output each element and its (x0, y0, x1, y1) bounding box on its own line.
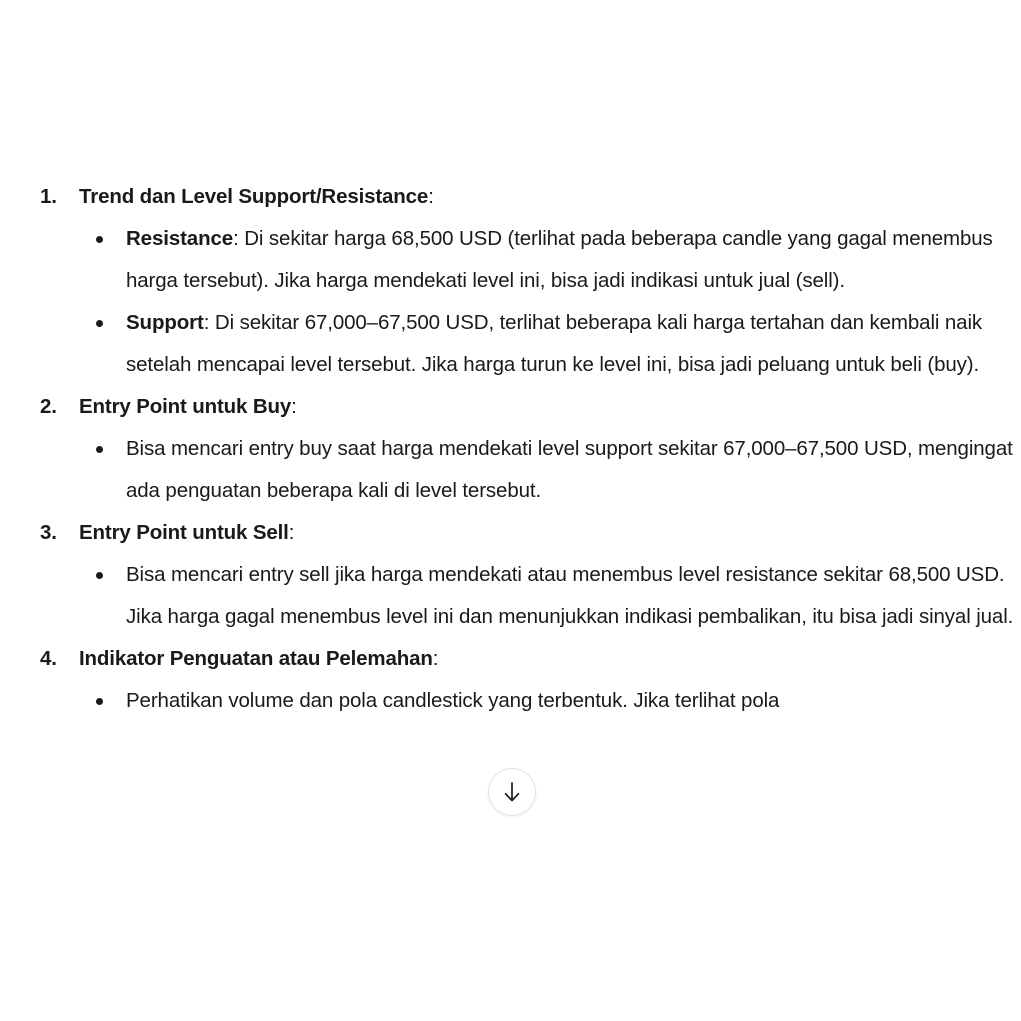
bullet-dot-icon (96, 554, 104, 596)
bullet-list (79, 428, 1021, 512)
list-item (0, 386, 1021, 512)
list-item (0, 176, 1021, 386)
list-item-heading-colon: : (291, 395, 297, 418)
list-item-marker: 2. (40, 395, 57, 418)
assistant-response-body (0, 176, 1021, 722)
bullet-item (79, 680, 1021, 722)
bullet-dot-icon (96, 302, 104, 344)
bullet-item (79, 428, 1021, 512)
list-item-heading-text: Trend dan Level Support/Resistance (79, 185, 429, 208)
bullet-lead-separator: : (233, 227, 245, 250)
bullet-text: Di sekitar harga 68,500 USD (terlihat pada beberapa candle yang gagal menembus harga tersebut). Jika harga mendekati level ini, bisa jadi indikasi untuk jual (sell). (126, 227, 993, 292)
list-item-heading (79, 638, 1021, 680)
list-item-heading-text: Entry Point untuk Buy (79, 395, 292, 418)
numbered-list (0, 176, 1021, 722)
bullet-dot-icon (96, 218, 104, 260)
list-item-marker: 3. (40, 521, 57, 544)
list-item-marker: 4. (40, 647, 57, 670)
bullet-lead: Resistance (126, 227, 234, 250)
bullet-text: Di sekitar 67,000–67,500 USD, terlihat beberapa kali harga tertahan dan kembali naik setelah mencapai level tersebut. Jika harga turun ke level ini, bisa jadi peluang untuk beli (buy). (126, 311, 983, 376)
bullet-item (79, 302, 1021, 386)
bullet-item (79, 218, 1021, 302)
list-item-heading-text: Entry Point untuk Sell (79, 521, 289, 544)
scroll-to-bottom-button[interactable] (488, 768, 536, 816)
bullet-dot-icon (96, 680, 104, 722)
arrow-down-icon (501, 780, 523, 804)
list-item-heading-text: Indikator Penguatan atau Pelemahan (79, 647, 433, 670)
bullet-list (79, 554, 1021, 638)
list-item-heading (79, 386, 1021, 428)
bullet-list (79, 218, 1021, 386)
list-item-heading-colon: : (432, 647, 439, 670)
list-item (0, 512, 1021, 638)
list-item-heading-colon: : (428, 185, 434, 208)
list-item-heading (79, 176, 1021, 218)
bullet-text: Bisa mencari entry buy saat harga mendekati level support sekitar 67,000–67,500 USD, mengingat ada penguatan beberapa kali di level tersebut. (126, 437, 1013, 502)
bullet-text: Bisa mencari entry sell jika harga mendekati atau menembus level resistance sekitar 68,500 USD. Jika harga gagal menembus level ini dan menunjukkan indikasi pembalikan, itu bisa jadi sinyal jual. (126, 563, 1014, 628)
list-item-heading (79, 512, 1021, 554)
bullet-lead: Support (126, 311, 204, 334)
list-item-heading-colon: : (288, 521, 295, 544)
bullet-text: Perhatikan volume dan pola candlestick yang terbentuk. Jika terlihat pola (126, 689, 780, 712)
bullet-list (79, 680, 1021, 722)
bullet-lead-separator: : (203, 311, 215, 334)
list-item-marker: 1. (40, 185, 57, 208)
bullet-item (79, 554, 1021, 638)
list-item (0, 638, 1021, 722)
bullet-dot-icon (96, 428, 104, 470)
